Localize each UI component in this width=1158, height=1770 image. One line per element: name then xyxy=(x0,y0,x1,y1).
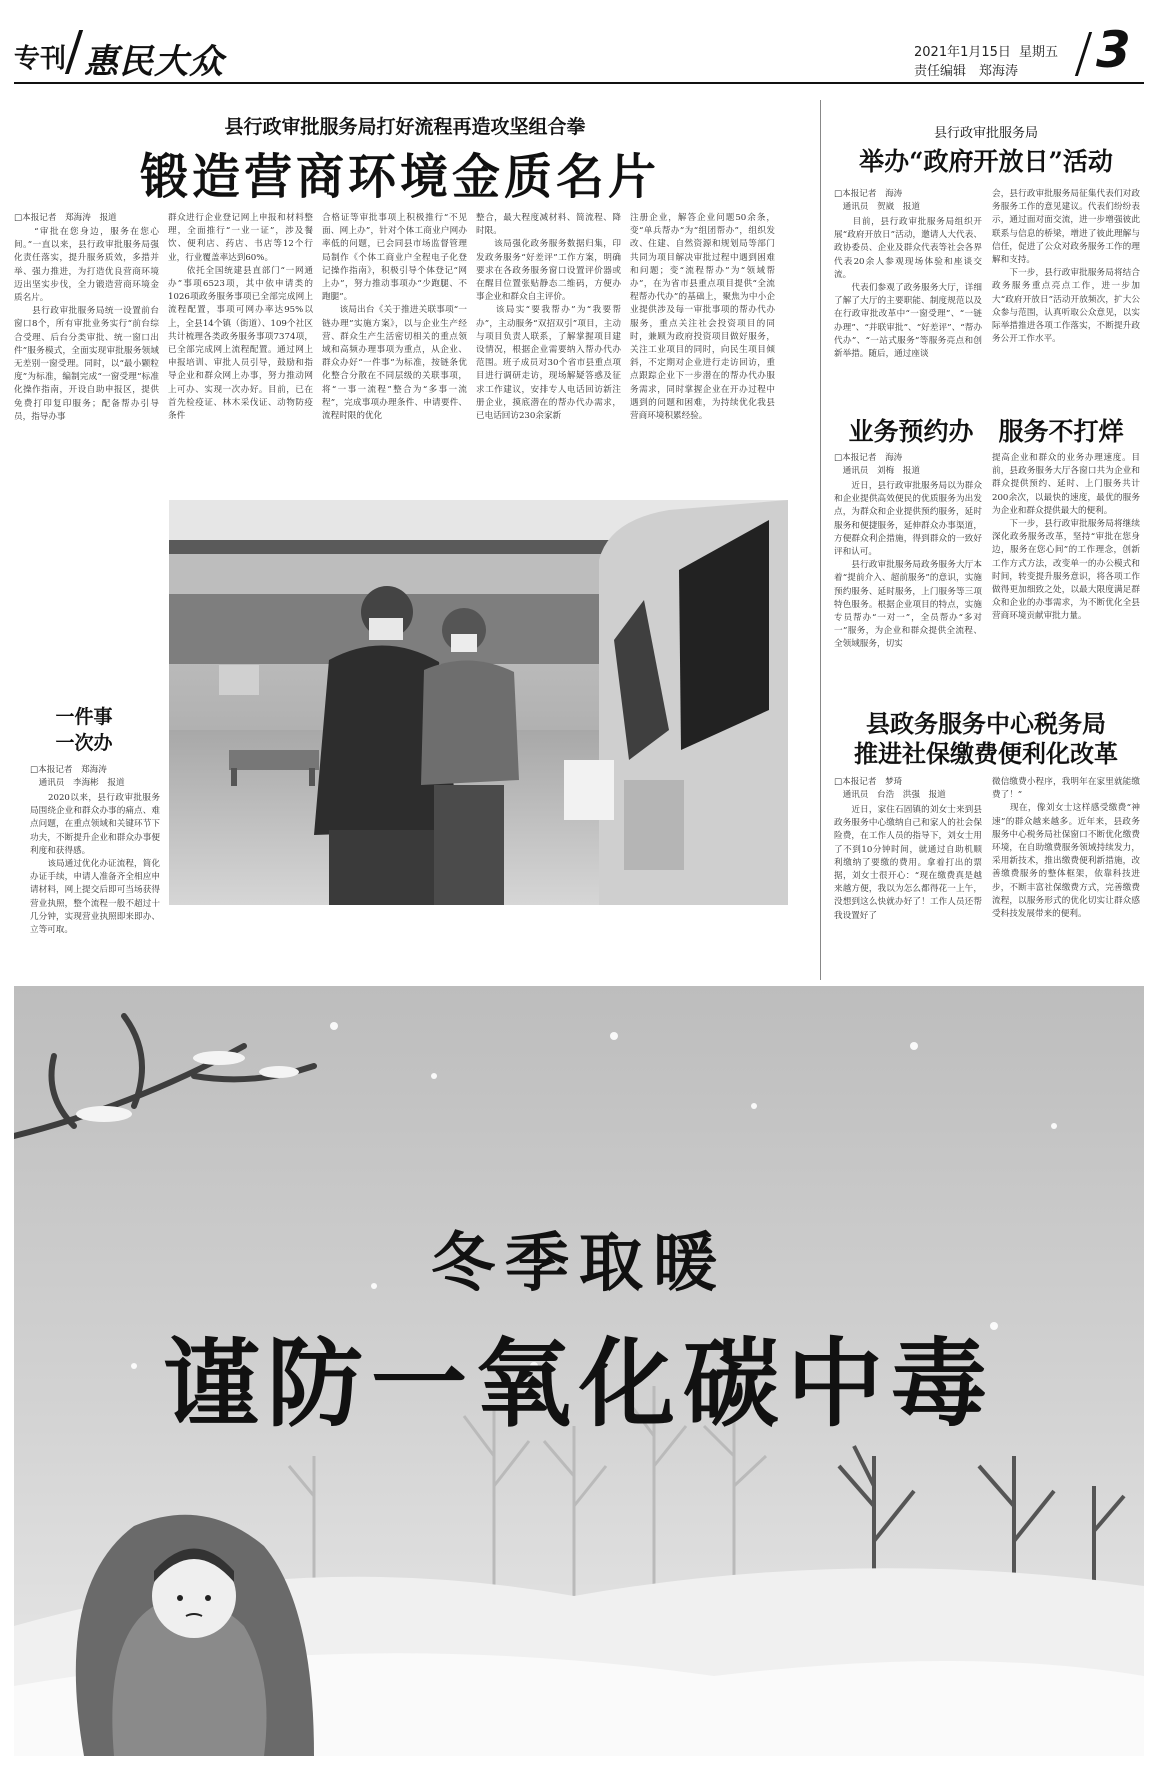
masthead-rule xyxy=(14,82,1144,84)
page-number: 3 xyxy=(1096,21,1131,79)
winter-poster xyxy=(14,986,1144,1756)
main-byline: □本报记者 郑海涛 报道 xyxy=(14,213,117,223)
side2-byline: □本报记者 海涛 通讯员 刘梅 报道 xyxy=(834,453,920,477)
service-hall-photo xyxy=(169,500,788,905)
side1-byline: □本报记者 海涛 通讯员 贺崴 报道 xyxy=(834,189,920,213)
main-column-1: “审批在您身边，服务在您心间。”一直以来，县行政审批服务局强化责任落实，提升服务质效，多措并举、强力推进，为打造优良营商环境迈出坚实步伐，全力锻造营商环境金质名片。 县行政审批服务局统一设置前台窗口8个，所有审批业务实行“前台综合受理、后台分类审批、统一窗口出件”服务模式，全面实现审批服务领域无差别一窗受理。同时，以“最小颗粒度”为标准，编制完成“一窗受理”标准化操作指南，开设自助申报区，提供免费打印复印服务；配备帮办引导员，指导办事 xyxy=(14,227,159,422)
vertical-divider xyxy=(820,100,821,980)
side2-headline: 业务预约办 服务不打烊 xyxy=(848,417,1124,446)
side1-body xyxy=(834,188,1144,388)
side2-column-1: 近日，县行政审批服务局以为群众和企业提供高效便民的优质服务为出发点，为群众和企业提供预约服务，延时服务和便捷服务，延伸群众办事渠道，方便群众利企措施，得到群众的一致好评和认可。 县行政审批服务局政务服务大厅本着“提前介入、超前服务”的意识，实施预约服务、延时服务，上门服务等三项特色服务。根据企业项目的特点，实施专员帮办“一对一”，全员帮办“多对一”服务，为企业和群众提供全流程、全领域服务，切实 xyxy=(834,481,982,650)
main-column-5: 注册企业，解答企业问题50余条，变“单兵帮办”为“组团帮办”，组织发改、住建、自然资源和规划局等部门共同为项目解决审批过程中遇到困难和问题；变“流程帮办”为“领域帮办”，在为省市县重点项目提供“全流程帮办代办”的基础上，聚焦为中小企业提供涉及每一审批事项的帮办代办服务，重点关注社会投资项目的同时，兼顾为政府投资项目做好服务，关注工业项目的同时，向民生项目倾斜，不定期对企业进行走访回访，重点跟踪企业下一步潜在的帮办代办服务需求，同时掌握企业在开办过程中遇到的问题和困难，为持续优化我县营商环境积累经验。 xyxy=(630,213,775,422)
main-column-2: 群众进行企业登记网上申报和材料整理，全面推行“一业一证”，涉及餐饮、便利店、药店、书店等12个行业，行业覆盖率达到60%。 依托全国统建县直部门“一网通办”事项6523项，其中依申请类的1026项政务服务事项已全部完成网上流程配置，事项可网办率达95%以上，全县14个镇（街道）、109个社区共计梳理各类政务服务事项7374项，已全部完成网上流程配置。通过网上申报培训、审批人员引导，鼓励和指导企业和群众网上办事，努力推动网上可办、实现一次办好。目前，已在首先检疫证、林木采伐证、动物防疫条件 xyxy=(168,213,313,422)
main-column-3: 合格证等审批事项上积极推行“不见面、网上办”，针对个体工商业户网办率低的问题，已会同县市场监督管理局制作《个体工商业户全程电子化登记操作指南》，积极引导个体登记“网上办”，努力推动事项办“少跑腿、不跑腿”。 该局出台《关于推进关联事项“一链办理”实施方案》，以与企业生产经营、群众生产生活密切相关的重点领域和高频办理事项为重点，从企业、群众办好“一件事”为标准，按链条优化整合分散在不同层级的关联事项，将“一事一流程”整合为“多事一流程”，完成事项办理条件、申请要件、流程时限的优化 xyxy=(322,213,467,422)
paper-name: 惠民大众 xyxy=(84,42,224,82)
poster-line2: 谨防一氧化碳中毒 xyxy=(163,1327,995,1440)
main-headline: 锻造营商环境金质名片 xyxy=(139,149,660,205)
side3-byline: □本报记者 梦琦 通讯员 台浩 洪强 报道 xyxy=(834,777,946,801)
main-column-4: 整合，最大程度减材料、简流程、降时限。 该局强化政务服务数据归集，印发政务服务“好差评”工作方案，明确要求在各政务服务窗口设置评价器或在醒目位置张贴静态二维码，方便办事企业和群众自主评价。 该局实“要我帮办”为“我要帮办”，主动服务“双招双引”项目，主动与项目负责人联系，了解掌握项目建设情况，根据企业需要纳入帮办代办范围。班子成员对30个省市县重点项目进行调研走访，现场解疑答惑及征求工作建议，安排专人电话回访新注册企业，摸底潜在的帮办代办需求，已电话回访230余家新 xyxy=(476,213,621,422)
side1-headline: 举办“政府开放日”活动 xyxy=(859,147,1113,176)
side2-column-2: 提高企业和群众的业务办理速度。目前，县政务服务大厅各窗口共为企业和群众提供预约、延时、上门服务共计200余次，以最快的速度，最优的服务为企业和群众提供最大的便利。 下一步，县行政审批服务局将继续深化政务服务改革，坚持“审批在您身边，服务在您心间”的工作理念，创新工作方式方法，改变单一的办公模式和时间，转变提升服务意识，将各项工作做得更加细致之处，以最大限度满足群众和企业的办事需求，为不断优化全县营商环境贡献审批力量。 xyxy=(992,453,1140,622)
news-photo xyxy=(169,500,788,905)
side1-column-2: 会，县行政审批服务局征集代表们对政务服务工作的意见建议。代表们纷纷表示，通过面对面交流，进一步增强彼此联系与信息的桥梁，增进了彼此理解与信任，促进了公众对政务服务工作的理解和支持。 下一步，县行政审批服务局将结合政务服务重点亮点工作，进一步加大“政府开放日”活动开放频次，扩大公众参与范围，认真听取公众意见，以实际举措推进各项工作落实，不断提升政务公开工作水平。 xyxy=(992,189,1140,345)
side1-kicker: 县行政审批服务局 xyxy=(933,126,1038,141)
issue-date xyxy=(914,41,1058,60)
side3-body xyxy=(834,776,1144,972)
weekday-text: 星期五 xyxy=(1019,45,1059,60)
side3-column-1: 近日，家住石固镇的刘女士来到县政务服务中心缴纳自己和家人的社会保险费，在工作人员的指导下，刘女士用了不到10分钟时间，就通过自助机顺利缴纳了要缴的费用。拿着打出的票据，刘女士很开心：“现在缴费真是越来越方便，我以为怎么都得花一上午，没想到这么快就办好了！工作人员还帮我设置好了 xyxy=(834,805,982,921)
page-slash xyxy=(1075,32,1092,76)
left-headline-line1: 一件事 xyxy=(55,706,113,728)
date-text: 2021年1月15日 xyxy=(914,45,1011,60)
main-kicker: 县行政审批服务局打好流程再造攻坚组合拳 xyxy=(224,116,586,138)
masthead-slash xyxy=(65,30,83,74)
side2-body xyxy=(834,452,1144,688)
side3-headline-line1: 县政务服务中心税务局 xyxy=(866,709,1106,738)
poster-line1: 冬季取暖 xyxy=(431,1226,727,1301)
side1-column-1: 目前，县行政审批服务局组织开展“政府开放日”活动，邀请人大代表、政协委员、企业及群众代表等社会各界代表20余人参观现场体验和座谈交流。 代表们参观了政务服务大厅，详细了解了大厅的主要职能、制度规范以及在行政审批改革中“一窗受理”、“一链办理”、“并联审批”、“好差评”、“帮办代办”、“一站式服务”等服务亮点和创新举措。随后，通过座谈 xyxy=(834,217,982,360)
side3-headline-line2: 推进社保缴费便利化改革 xyxy=(854,739,1118,768)
editor-line: 责任编辑 郑海涛 xyxy=(914,64,1019,79)
side3-column-2: 微信缴费小程序，我明年在家里就能缴费了！” 现在，像刘女士这样感受缴费“神速”的群众越来越多。近年来，县政务服务中心税务局社保窗口不断优化缴费环境，在自助缴费服务领域持续发力，采用新技术，推出缴费便利新措施，改善缴费服务的整体框架，依靠科技进步，不断丰富社保缴费方式，完善缴费流程，以服务形式的优化切实让群众感受科技发展带来的便利。 xyxy=(992,777,1140,920)
left-headline-line2: 一次办 xyxy=(55,732,113,754)
main-article-body xyxy=(14,212,834,472)
left-body: 2020以来，县行政审批服务局围绕企业和群众办事的痛点、难点问题，在重点领域和关键环节下功夫，不断提升企业和群众办事便利度和获得感。 该局通过优化办证流程，简化办证手续，申请人准备齐全相应申请材料，网上提交后即可当场获得营业执照，整个流程一般不超过十几分钟，实现营业执照即来即办、立等可取。 xyxy=(30,793,160,936)
section-label: 专刊 xyxy=(14,44,67,74)
left-byline: □本报记者 郑海涛 通讯员 李海彬 报道 xyxy=(30,765,125,789)
